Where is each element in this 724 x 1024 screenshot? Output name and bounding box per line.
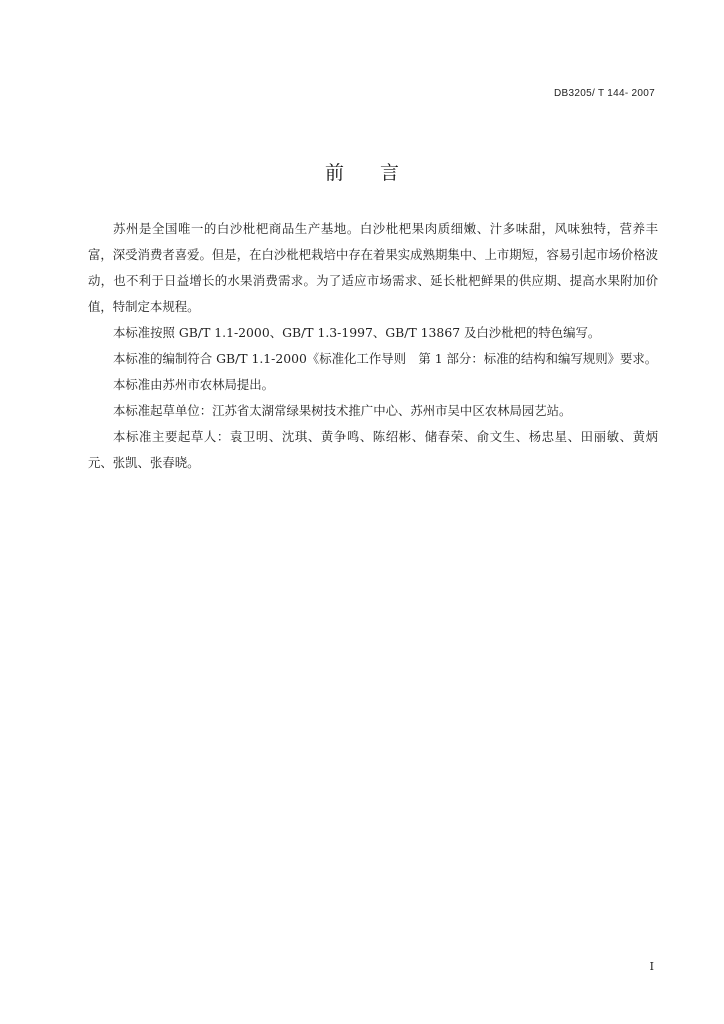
paragraph-drafting-units: 本标准起草单位：江苏省太湖常绿果树技术推广中心、苏州市吴中区农林局园艺站。 — [113, 403, 572, 418]
section-title: 前言 — [324, 162, 435, 184]
paragraph-compliance: 本标准的编制符合 GB/T 1.1-2000《标准化工作导则 第 1 部分：标准的结构和编写规则》要求。 — [113, 351, 658, 366]
document-code: DB3205/ T 144- 2007 — [554, 88, 655, 99]
page-number: I — [649, 960, 654, 973]
paragraph-drafters: 本标准主要起草人：袁卫明、沈琪、黄争鸣、陈绍彬、储春荣、俞文生、杨忠星、田丽敏、黄炳元、张凯、张春晓。 — [88, 429, 658, 470]
paragraph-proposer: 本标准由苏州市农林局提出。 — [113, 377, 275, 392]
paragraph-background: 苏州是全国唯一的白沙枇杷商品生产基地。白沙枇杷果肉质细嫩、汁多味甜，风味独特，营养丰富，深受消费者喜爱。但是，在白沙枇杷栽培中存在着果实成熟期集中、上市期短，容易引起市场价格波动，也不利于日益增长的水果消费需求。为了适应市场需求、延长枇杷鲜果的供应期、提高水果附加价值，特制定本规程。 — [88, 221, 658, 314]
preface-content — [88, 216, 658, 476]
paragraph-references: 本标准按照 GB/T 1.1-2000、GB/T 1.3-1997、GB/T 13867 及白沙枇杷的特色编写。 — [113, 325, 601, 340]
